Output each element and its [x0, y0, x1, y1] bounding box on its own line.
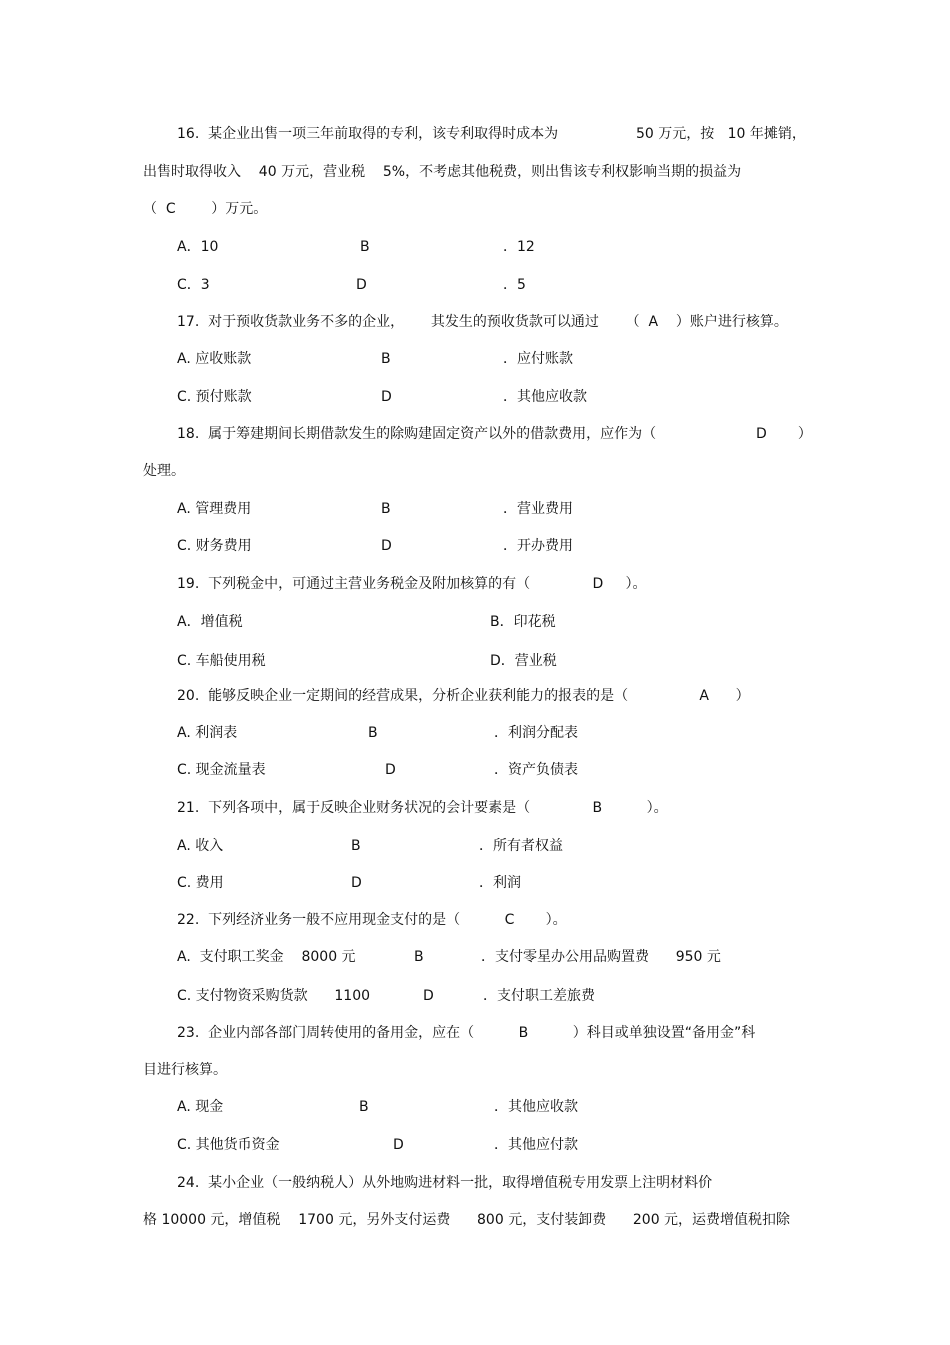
q23-option-c: C. 其他货币资金 — [177, 1137, 280, 1153]
q23-option-a: A. 现金 — [177, 1099, 224, 1115]
q21-option-c: C. 费用 — [177, 875, 224, 891]
question-19-line-1: 19. 下列税金中，可通过主营业务税金及附加核算的有（ D ）。 — [177, 576, 647, 592]
q21-option-d-letter: D — [351, 875, 362, 891]
q23-option-b-letter: B — [359, 1099, 369, 1115]
q23-option-d-text: ．其他应付款 — [494, 1137, 578, 1153]
q17-option-a: A. 应收账款 — [177, 351, 252, 367]
q19-option-d: D．营业税 — [490, 653, 557, 669]
q21-option-a: A. 收入 — [177, 838, 224, 854]
q17-option-b-text: ．应付账款 — [503, 351, 573, 367]
q17-option-d-letter: D — [381, 389, 392, 405]
q21-option-d-text: ．利润 — [479, 875, 521, 891]
q18-option-d-text: ．开办费用 — [503, 538, 573, 554]
q18-option-b-letter: B — [381, 501, 391, 517]
q20-option-c: C. 现金流量表 — [177, 762, 266, 778]
q16-option-d-text: ．5 — [503, 277, 526, 293]
question-17-line-1: 17. 对于预收货款业务不多的企业， 其发生的预收货款可以通过 （ A ）账户进行核算。 — [177, 314, 788, 330]
q20-option-b-text: ．利润分配表 — [494, 725, 578, 741]
q22-option-d-text: ．支付职工差旅费 — [483, 988, 595, 1004]
question-20-line-1: 20. 能够反映企业一定期间的经营成果，分析企业获利能力的报表的是（ A ） — [177, 688, 750, 704]
q18-option-b-text: ．营业费用 — [503, 501, 573, 517]
question-16-line-3: （ C ）万元。 — [143, 201, 268, 217]
question-18-line-1: 18. 属于筹建期间长期借款发生的除购建固定资产以外的借款费用，应作为（ — [177, 426, 657, 442]
q17-option-c: C. 预付账款 — [177, 389, 252, 405]
question-24-line-2: 格 10000 元，增值税 1700 元，另外支付运费 800 元，支付装卸费 200 元，运费增值税扣除 — [143, 1212, 791, 1228]
question-23-line-1: 23. 企业内部各部门周转使用的备用金，应在（ B ）科目或单独设置“备用金”科 — [177, 1025, 756, 1041]
q23-option-d-letter: D — [393, 1137, 404, 1153]
q21-option-b-letter: B — [351, 838, 361, 854]
q22-option-b-letter: B — [414, 949, 424, 965]
q17-option-d-text: ．其他应收款 — [503, 389, 587, 405]
question-22-line-1: 22. 下列经济业务一般不应用现金支付的是（ C ）。 — [177, 912, 567, 928]
question-16-line-1-tail: 50 万元，按 10 年摊销， — [636, 126, 806, 142]
q22-option-a: A. 支付职工奖金 8000 元 — [177, 949, 356, 965]
q19-option-a: A．增值税 — [177, 614, 243, 630]
question-16-line-1: 16. 某企业出售一项三年前取得的专利，该专利取得时成本为 — [177, 126, 559, 142]
q19-option-b: B．印花税 — [490, 614, 556, 630]
q22-option-d-letter: D — [423, 988, 434, 1004]
question-24-line-1: 24. 某小企业（一般纳税人）从外地购进材料一批，取得增值税专用发票上注明材料价 — [177, 1175, 713, 1191]
question-18-line-1-tail: D ） — [756, 426, 812, 442]
question-23-line-2: 目进行核算。 — [143, 1062, 227, 1078]
q20-option-a: A. 利润表 — [177, 725, 238, 741]
q22-option-b-text: ．支付零星办公用品购置费 950 元 — [481, 949, 721, 965]
q18-option-c: C. 财务费用 — [177, 538, 252, 554]
question-21-line-1: 21. 下列各项中，属于反映企业财务状况的会计要素是（ B ）。 — [177, 800, 668, 816]
q20-option-b-letter: B — [368, 725, 378, 741]
q21-option-b-text: ．所有者权益 — [479, 838, 563, 854]
q16-option-b-text: ．12 — [503, 239, 535, 255]
q20-option-d-text: ．资产负债表 — [494, 762, 578, 778]
question-16-line-2: 出售时取得收入 40 万元，营业税 5%，不考虑其他税费，则出售该专利权影响当期的损益为 — [143, 164, 742, 180]
q23-option-b-text: ．其他应收款 — [494, 1099, 578, 1115]
q18-option-d-letter: D — [381, 538, 392, 554]
q17-option-b-letter: B — [381, 351, 391, 367]
q16-option-b-letter: B — [360, 239, 370, 255]
q18-option-a: A. 管理费用 — [177, 501, 252, 517]
q22-option-c: C. 支付物资采购货款 1100 — [177, 988, 371, 1004]
q19-option-c: C. 车船使用税 — [177, 653, 266, 669]
q16-option-d-letter: D — [356, 277, 367, 293]
q20-option-d-letter: D — [385, 762, 396, 778]
q16-option-a: A．10 — [177, 239, 219, 255]
q16-option-c: C．3 — [177, 277, 210, 293]
question-18-line-2: 处理。 — [143, 463, 185, 479]
